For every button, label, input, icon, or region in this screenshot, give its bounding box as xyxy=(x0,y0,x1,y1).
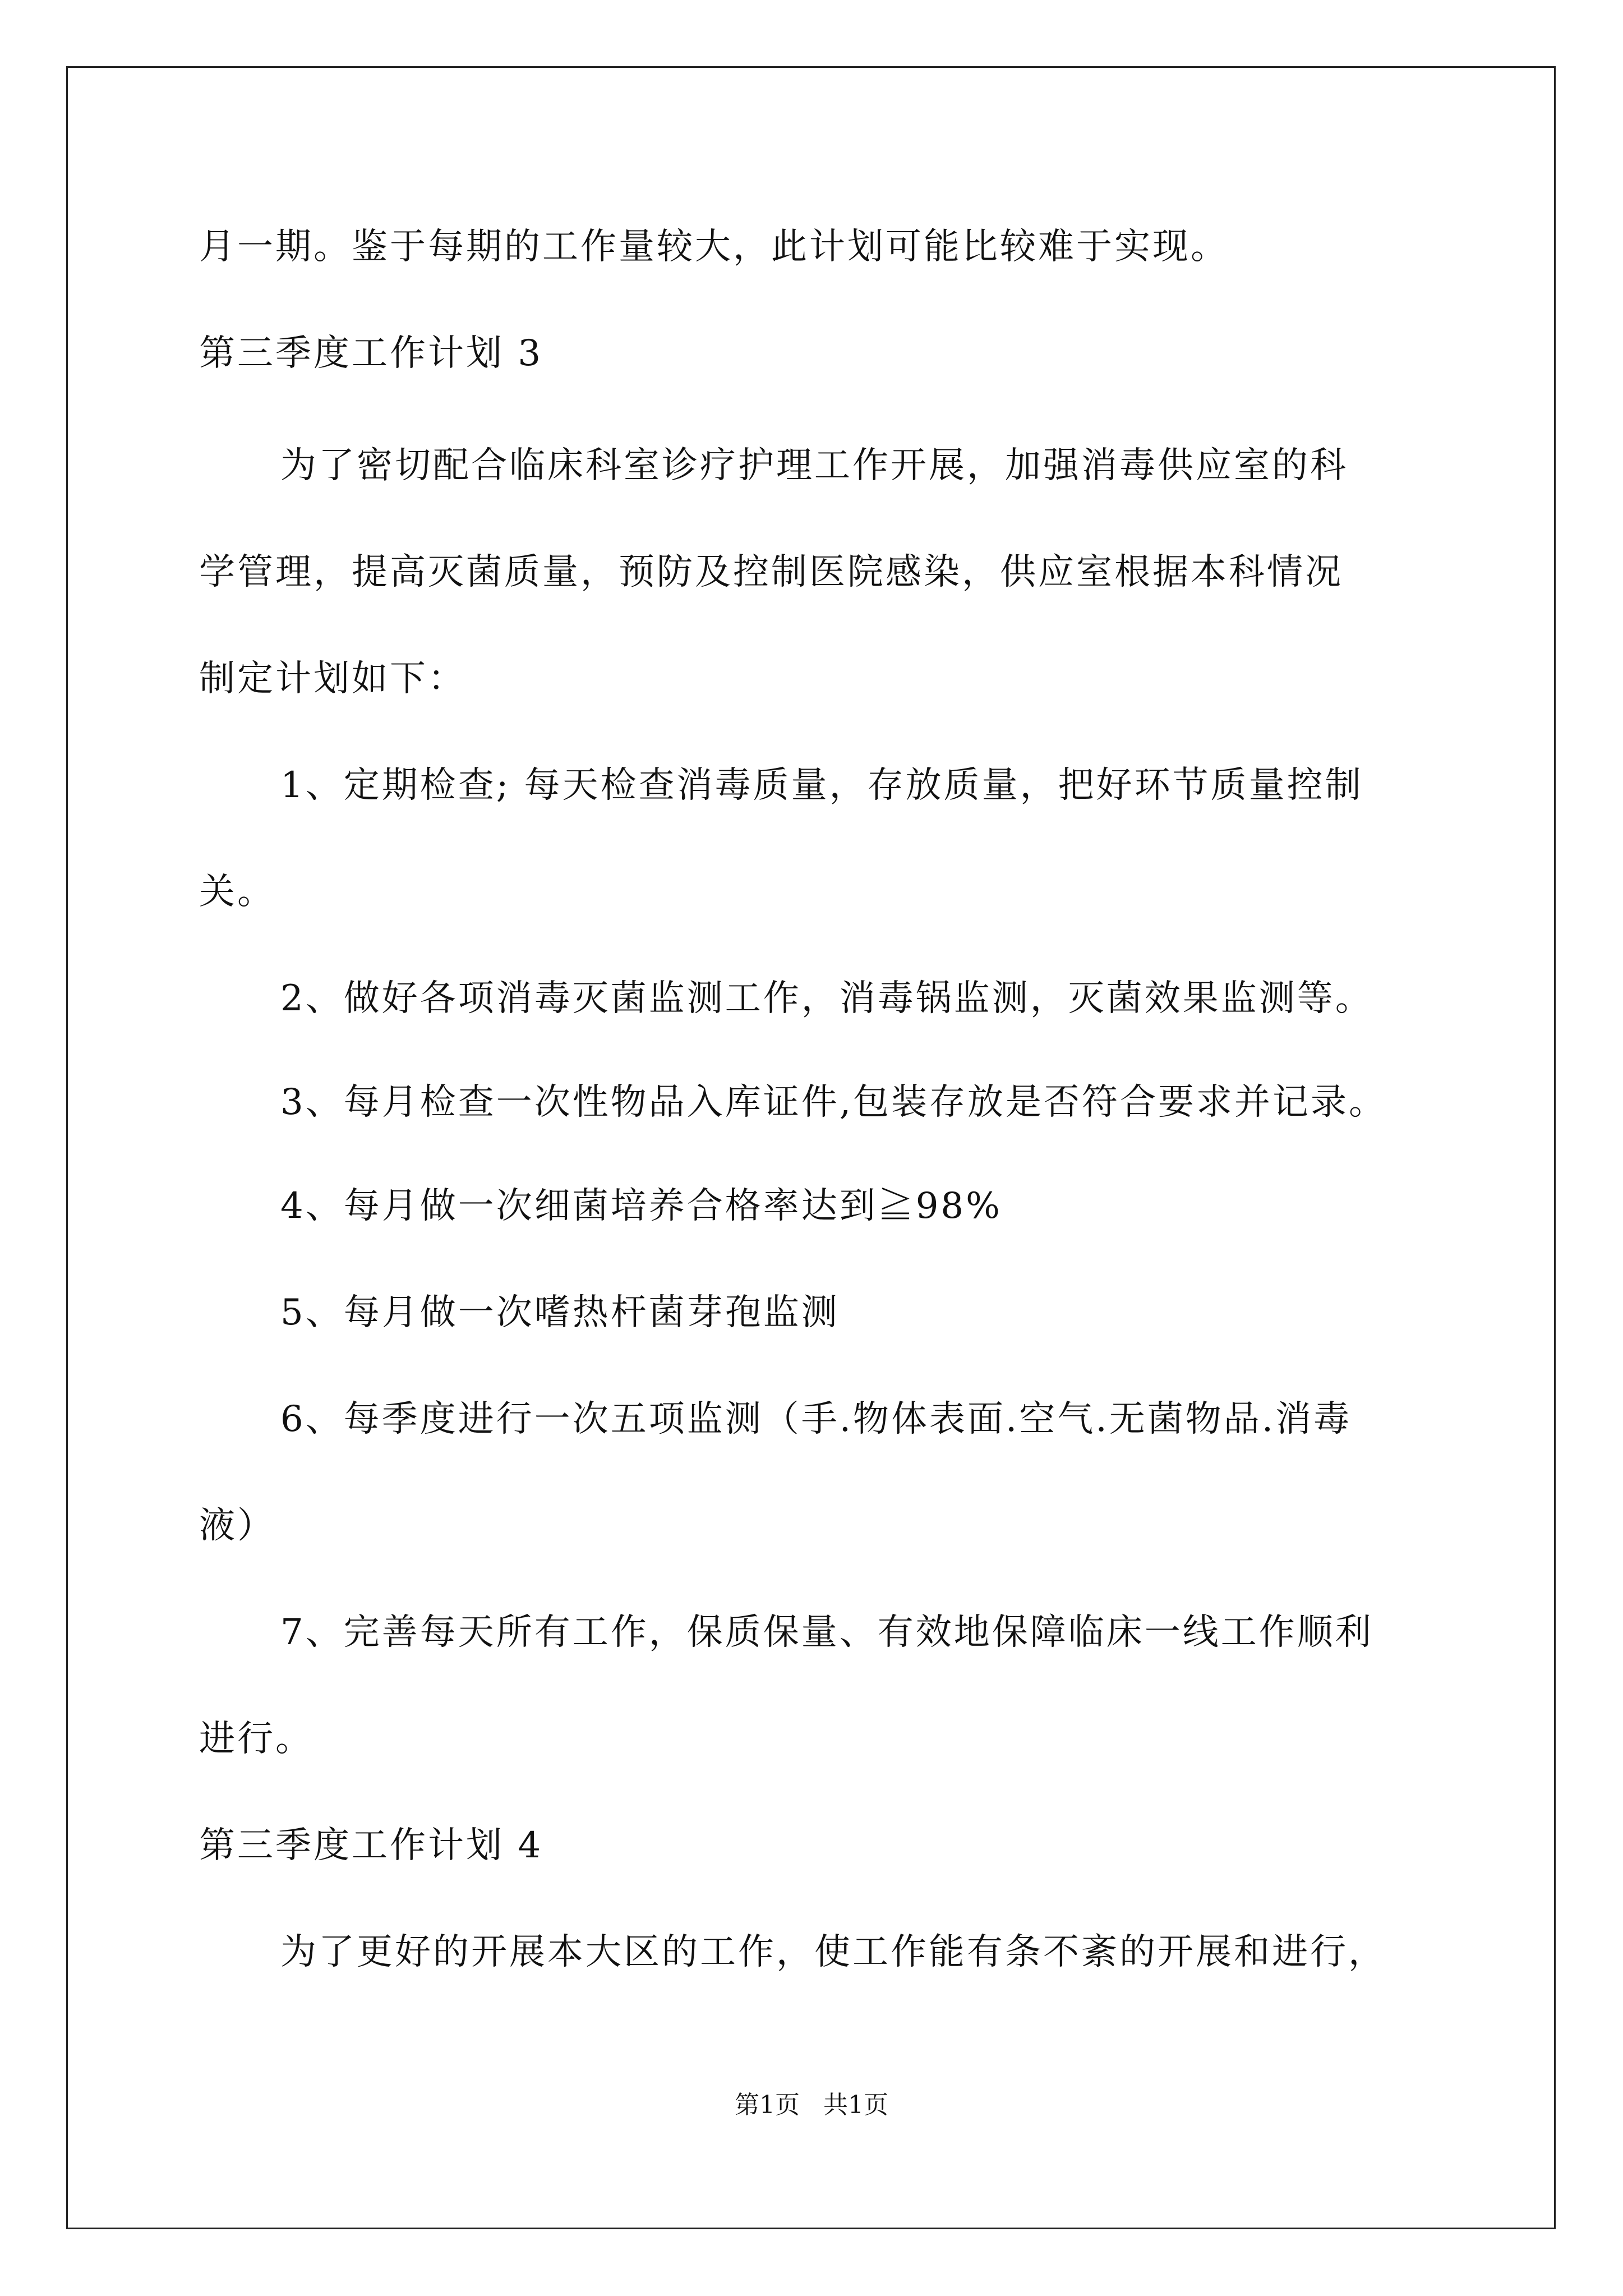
list-item: 3、每月检查一次性物品入库证件,包装存放是否符合要求并记录。 xyxy=(280,1082,1387,1123)
list-item: 4、每月做一次细菌培养合格率达到≧98% xyxy=(280,1185,1002,1227)
list-item: 6、每季度进行一次五项监测（手.物体表面.空气.无菌物品.消毒 xyxy=(280,1398,1352,1440)
list-item: 2、做好各项消毒灭菌监测工作，消毒锅监测，灭菌效果监测等。 xyxy=(280,978,1373,1019)
page-frame xyxy=(66,66,1556,2229)
page-footer: 第1页 共1页 xyxy=(735,2091,888,2119)
text-line: 进行。 xyxy=(199,1718,313,1760)
section-heading: 第三季度工作计划 4 xyxy=(199,1825,543,1866)
text-line: 制定计划如下： xyxy=(199,658,466,700)
text-line: 为了密切配合临床科室诊疗护理工作开展，加强消毒供应室的科 xyxy=(280,445,1348,486)
list-item: 5、每月做一次嗜热杆菌芽孢监测 xyxy=(280,1292,840,1333)
list-item: 1、定期检查; 每天检查消毒质量，存放质量，把好环节质量控制 xyxy=(280,765,1363,806)
text-line: 为了更好的开展本大区的工作，使工作能有条不紊的开展和进行， xyxy=(280,1931,1386,1973)
list-item: 7、完善每天所有工作，保质保量、有效地保障临床一线工作顺利 xyxy=(280,1612,1373,1653)
text-line: 学管理，提高灭菌质量，预防及控制医院感染，供应室根据本科情况 xyxy=(199,551,1343,593)
text-line: 液） xyxy=(199,1505,275,1547)
text-line: 月一期。鉴于每期的工作量较大，此计划可能比较难于实现。 xyxy=(199,226,1229,268)
text-line: 关。 xyxy=(199,871,275,913)
section-heading: 第三季度工作计划 3 xyxy=(199,333,543,374)
